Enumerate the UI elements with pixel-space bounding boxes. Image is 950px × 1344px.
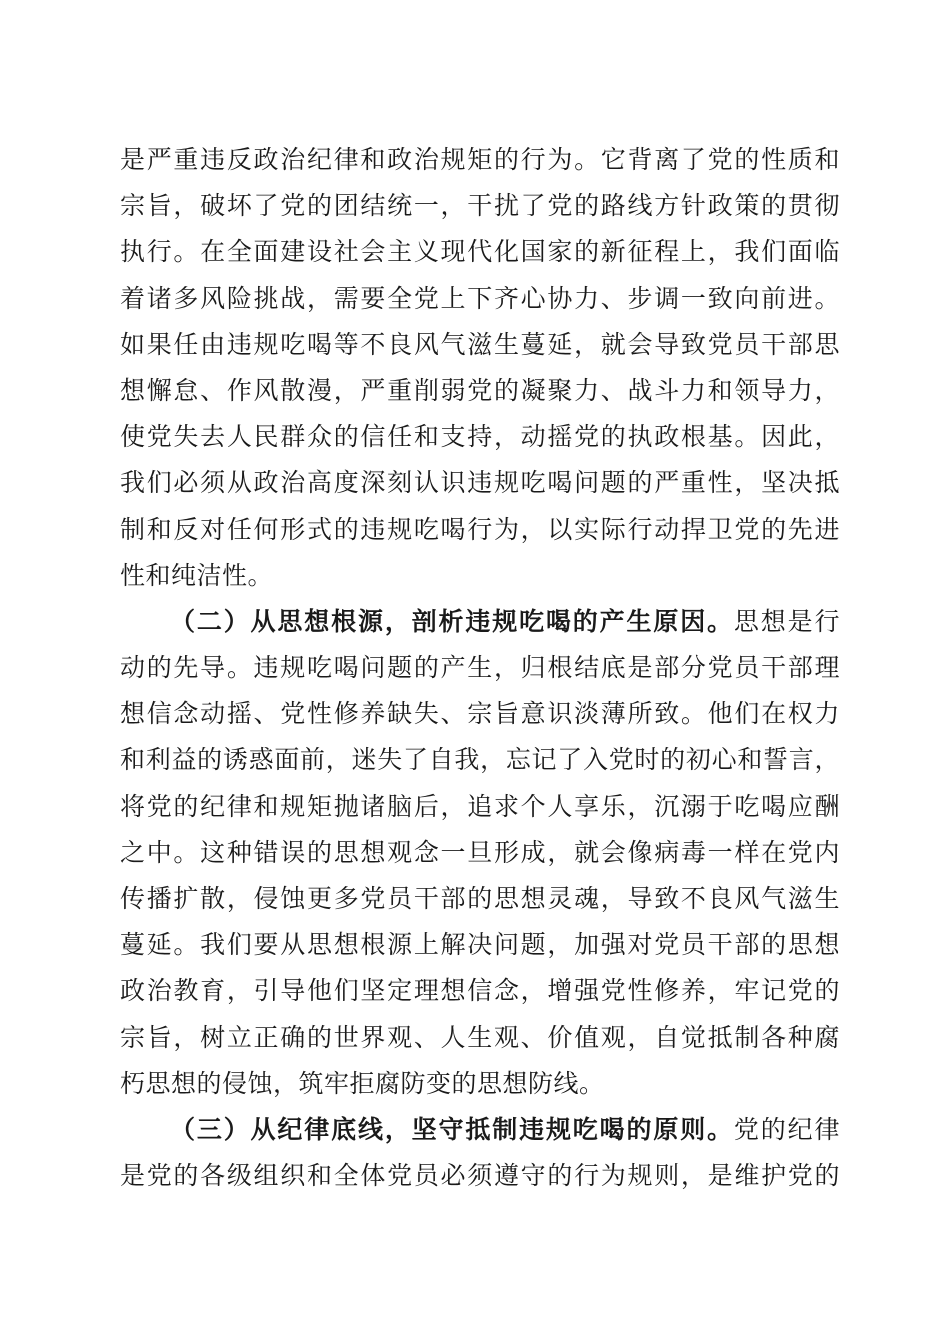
- paragraph-1-line-2: 宗旨，破坏了党的团结统一，干扰了党的路线方针政策的贯彻: [120, 191, 840, 221]
- paragraph-1-line-7: 使党失去人民群众的信任和支持，动摇党的执政根基。因此，: [120, 422, 840, 452]
- paragraph-1-line-4: 着诸多风险挑战，需要全党上下齐心协力、步调一致向前进。: [120, 283, 840, 313]
- paragraph-1-line-8: 我们必须从政治高度深刻认识违规吃喝问题的严重性，坚决抵: [120, 468, 840, 498]
- paragraph-1-line-5: 如果任由违规吃喝等不良风气滋生蔓延，就会导致党员干部思: [120, 329, 840, 359]
- paragraph-2-line-11: 朽思想的侵蚀，筑牢拒腐防变的思想防线。: [120, 1068, 605, 1098]
- document-body: [120, 137, 840, 1199]
- paragraph-2-line-5: 将党的纪律和规矩抛诸脑后，追求个人享乐，沉溺于吃喝应酬: [120, 791, 840, 821]
- paragraph-2-line-9: 政治教育，引导他们坚定理想信念，增强党性修养，牢记党的: [120, 976, 840, 1006]
- paragraph-3-first-line: [120, 1107, 840, 1153]
- section-heading-3: （三）从纪律底线，坚守抵制违规吃喝的原则。: [170, 1114, 734, 1144]
- paragraph-2-line-6: 之中。这种错误的思想观念一旦形成，就会像病毒一样在党内: [120, 837, 840, 867]
- paragraph-2-line-8: 蔓延。我们要从思想根源上解决问题，加强对党员干部的思想: [120, 930, 840, 960]
- paragraph-3-line-2: 是党的各级组织和全体党员必须遵守的行为规则，是维护党的: [120, 1161, 840, 1191]
- paragraph-2-line-7: 传播扩散，侵蚀更多党员干部的思想灵魂，导致不良风气滋生: [120, 884, 840, 913]
- paragraph-2-line-2: 动的先导。违规吃喝问题的产生，归根结底是部分党员干部理: [120, 653, 840, 683]
- paragraph-2-line-10: 宗旨，树立正确的世界观、人生观、价值观，自觉抵制各种腐: [120, 1022, 840, 1052]
- paragraph-1-line-1: 是严重违反政治纪律和政治规矩的行为。它背离了党的性质和: [120, 145, 840, 174]
- paragraph-1-line-6: 想懈怠、作风散漫，严重削弱党的凝聚力、战斗力和领导力，: [120, 375, 840, 405]
- section-heading-2: （二）从思想根源，剖析违规吃喝的产生原因。: [170, 606, 734, 636]
- paragraph-2-first-line: [120, 599, 840, 645]
- paragraph-1-line-3: 执行。在全面建设社会主义现代化国家的新征程上，我们面临: [120, 237, 840, 267]
- paragraph-2-line-4: 和利益的诱惑面前，迷失了自我，忘记了入党时的初心和誓言，: [120, 745, 840, 775]
- paragraph-1-line-9: 制和反对任何形式的违规吃喝行为，以实际行动捍卫党的先进: [120, 514, 840, 544]
- paragraph-2-first-line-text: 思想是行: [733, 606, 840, 636]
- paragraph-2-line-3: 想信念动摇、党性修养缺失、宗旨意识淡薄所致。他们在权力: [120, 699, 840, 729]
- paragraph-3-first-line-text: 党的纪律: [733, 1114, 840, 1144]
- paragraph-1-line-10: 性和纯洁性。: [120, 560, 274, 590]
